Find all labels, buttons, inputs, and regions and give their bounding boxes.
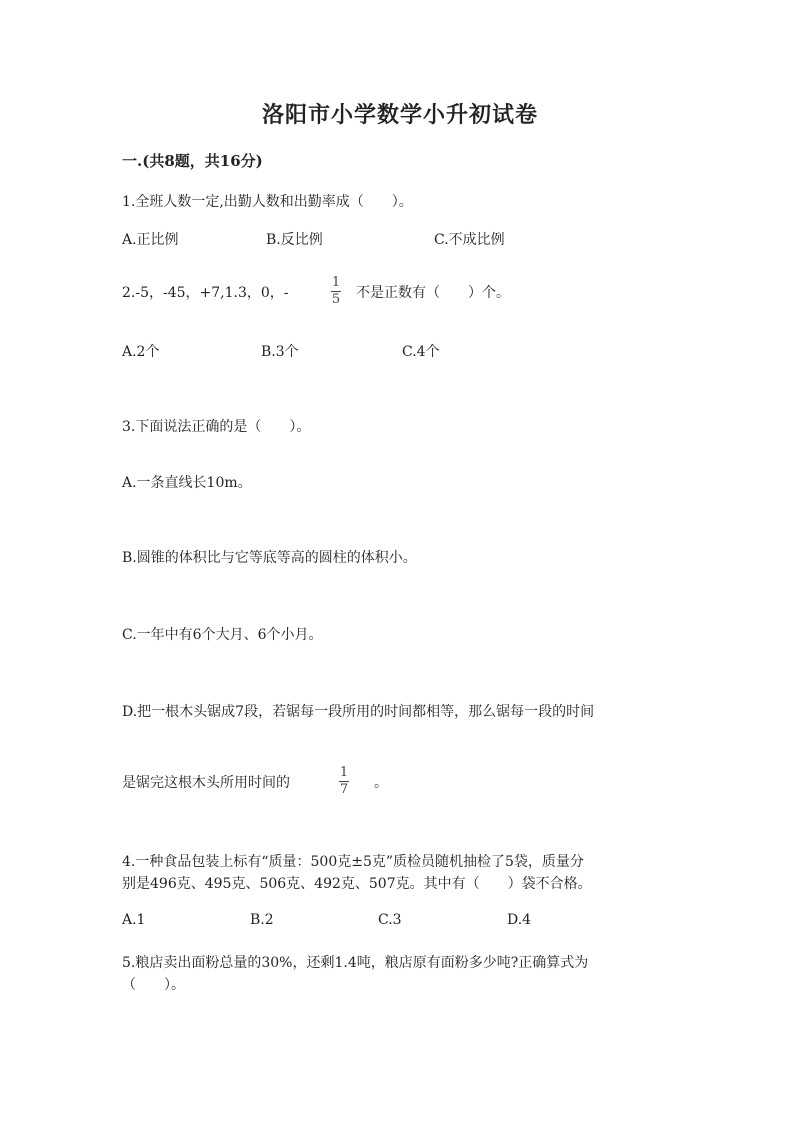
q3-option-d-line2: 是锯完这根木头所用时间的 — [122, 775, 290, 791]
question-2-suffix: 不是正数有（ ）个。 — [356, 285, 510, 301]
fraction-denominator: 7 — [339, 782, 349, 797]
q4-option-c: C.3 — [378, 912, 402, 928]
q1-option-b: B.反比例 — [266, 232, 323, 248]
fraction-one-seventh — [339, 766, 349, 797]
q4-option-a: A.1 — [122, 912, 146, 928]
q4-option-d: D.4 — [507, 912, 532, 928]
q3-option-a: A.一条直线长10m。 — [122, 475, 252, 491]
q3-option-d-line1: D.把一根木头锯成7段，若锯每一段所用的时间都相等，那么锯每一段的时间 — [122, 704, 595, 720]
question-5-line1: 5.粮店卖出面粉总量的30%，还剩1.4吨，粮店原有面粉多少吨?正确算式为 — [122, 955, 589, 971]
q2-option-a: A.2个 — [122, 344, 160, 360]
q1-option-a: A.正比例 — [122, 232, 179, 248]
fraction-one-fifth — [331, 276, 341, 307]
question-4-line1: 4.一种食品包装上标有“质量：500克±5克”质检员随机抽检了5袋，质量分 — [122, 854, 584, 870]
question-4-line2: 别是496克、495克、506克、492克、507克。其中有（ ）袋不合格。 — [122, 876, 592, 892]
fraction-numerator: 1 — [331, 275, 341, 290]
question-5-line2: （ ）。 — [122, 977, 185, 993]
question-1: 1.全班人数一定,出勤人数和出勤率成（ ）。 — [122, 194, 413, 210]
q2-option-b: B.3个 — [261, 344, 299, 360]
q4-option-b: B.2 — [250, 912, 274, 928]
fraction-denominator: 5 — [331, 292, 341, 307]
section-heading: 一.(共8题，共16分) — [122, 152, 263, 170]
fraction-numerator: 1 — [339, 765, 349, 780]
q1-option-c: C.不成比例 — [434, 232, 505, 248]
q2-option-c: C.4个 — [402, 344, 440, 360]
q3-option-d-end: 。 — [374, 775, 388, 791]
q3-option-b: B.圆锥的体积比与它等底等高的圆柱的体积小。 — [122, 550, 417, 566]
question-2-prefix: 2.-5，-45，+7,1.3，0，- — [122, 285, 289, 301]
page-title: 洛阳市小学数学小升初试卷 — [261, 102, 538, 128]
q3-option-c: C.一年中有6个大月、6个小月。 — [122, 627, 323, 643]
question-3: 3.下面说法正确的是（ ）。 — [122, 419, 311, 435]
